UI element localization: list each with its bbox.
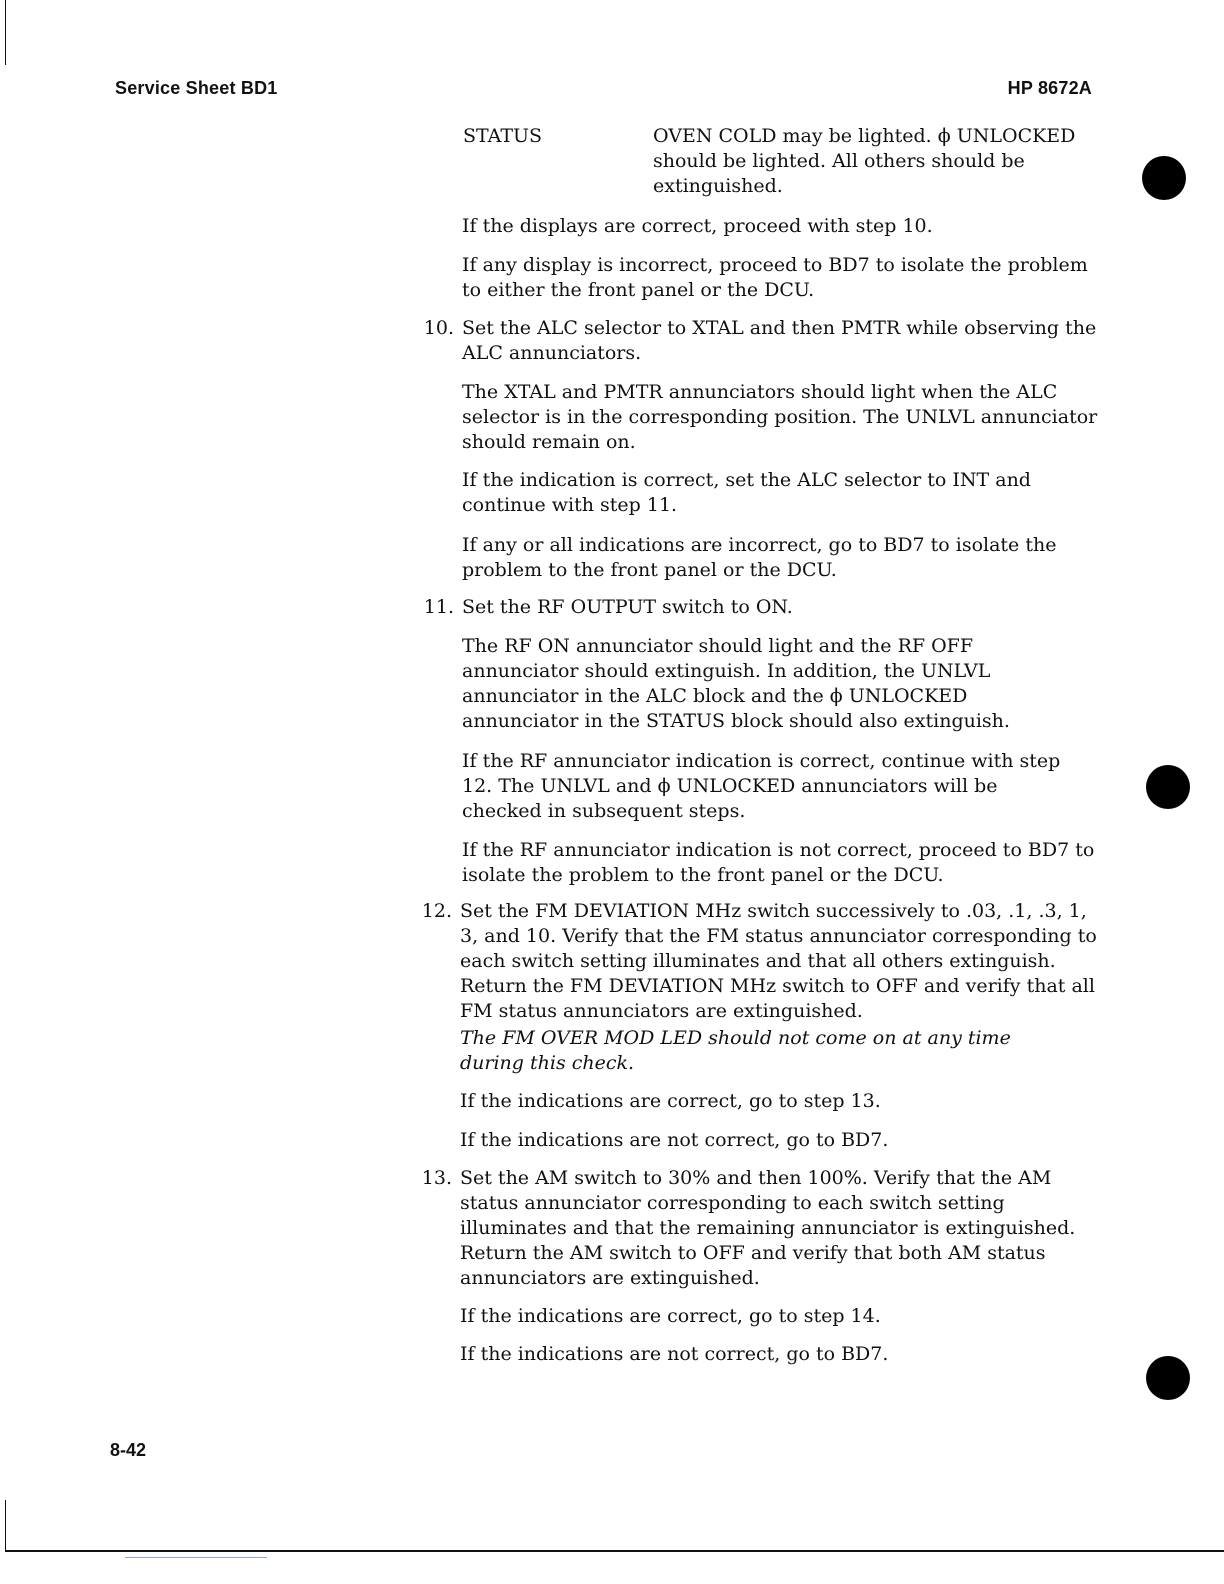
step-12-paragraph-2: If the indications are not correct, go to BD7. bbox=[460, 1129, 889, 1151]
punch-hole-bottom bbox=[1146, 1356, 1190, 1400]
intro-paragraph-1: If the displays are correct, proceed with step 10. bbox=[462, 215, 933, 237]
status-label: STATUS bbox=[463, 125, 543, 147]
page-number: 8-42 bbox=[110, 1440, 147, 1460]
step-13-number: 13. bbox=[421, 1167, 452, 1189]
step-10-number: 10. bbox=[423, 317, 454, 339]
intro-paragraph-2: If any display is incorrect, proceed to BD7 to isolate the problem to either the front panel or the DCU. bbox=[462, 254, 1088, 301]
status-text: OVEN COLD may be lighted. ϕ UNLOCKED should be lighted. All others should be extinguished. bbox=[653, 125, 1076, 197]
step-10-text: Set the ALC selector to XTAL and then PMTR while observing the ALC annunciators. bbox=[462, 317, 1097, 364]
step-12-paragraph-1: If the indications are correct, go to step 13. bbox=[460, 1090, 881, 1112]
step-12-number: 12. bbox=[421, 900, 452, 922]
step-12-italic-note: The FM OVER MOD LED should not come on at any time during this check. bbox=[460, 1027, 1011, 1074]
step-10-paragraph-1: The XTAL and PMTR annunciators should light when the ALC selector is in the corresponding position. The UNLVL annunciator should remain on. bbox=[462, 381, 1098, 453]
punch-hole-top bbox=[1142, 156, 1186, 200]
step-11-paragraph-2: If the RF annunciator indication is correct, continue with step 12. The UNLVL and ϕ UNLOCKED annunciators will be checked in subsequent steps. bbox=[462, 750, 1061, 822]
step-11-number: 11. bbox=[423, 596, 454, 618]
step-11-paragraph-3: If the RF annunciator indication is not correct, proceed to BD7 to isolate the problem to the front panel or the DCU. bbox=[462, 839, 1095, 886]
model-header: HP 8672A bbox=[1007, 78, 1092, 98]
step-11-text: Set the RF OUTPUT switch to ON. bbox=[462, 596, 793, 618]
left-edge-line-bottom bbox=[5, 1500, 6, 1550]
step-12-text: Set the FM DEVIATION MHz switch successively to .03, .1, .3, 1, 3, and 10. Verify that the FM status annunciator corresponding to each switch setting illuminates and that all others extinguish. Return the FM DEVIATION MHz switch to OFF and verify that all FM status annunciators are extinguished. bbox=[460, 900, 1097, 1022]
bottom-edge-accent bbox=[125, 1557, 267, 1558]
service-sheet-header: Service Sheet BD1 bbox=[115, 78, 278, 98]
punch-hole-middle bbox=[1146, 765, 1190, 809]
step-11-paragraph-1: The RF ON annunciator should light and the RF OFF annunciator should extinguish. In addition, the UNLVL annunciator in the ALC block and the ϕ UNLOCKED annunciator in the STATUS block should also extinguish. bbox=[462, 635, 1010, 732]
step-13-text: Set the AM switch to 30% and then 100%. Verify that the AM status annunciator corresponding to each switch setting illuminates and that the remaining annunciator is extinguished. Return the AM switch to OFF and verify that both AM status annunciators are extinguished. bbox=[460, 1167, 1076, 1289]
left-edge-line-top bbox=[5, 0, 6, 65]
step-13-paragraph-2: If the indications are not correct, go to BD7. bbox=[460, 1343, 889, 1365]
step-13-paragraph-1: If the indications are correct, go to step 14. bbox=[460, 1305, 881, 1327]
step-10-paragraph-3: If any or all indications are incorrect, go to BD7 to isolate the problem to the front panel or the DCU. bbox=[462, 534, 1057, 581]
step-10-paragraph-2: If the indication is correct, set the ALC selector to INT and continue with step 11. bbox=[462, 469, 1031, 516]
bottom-edge-line bbox=[5, 1550, 1224, 1552]
